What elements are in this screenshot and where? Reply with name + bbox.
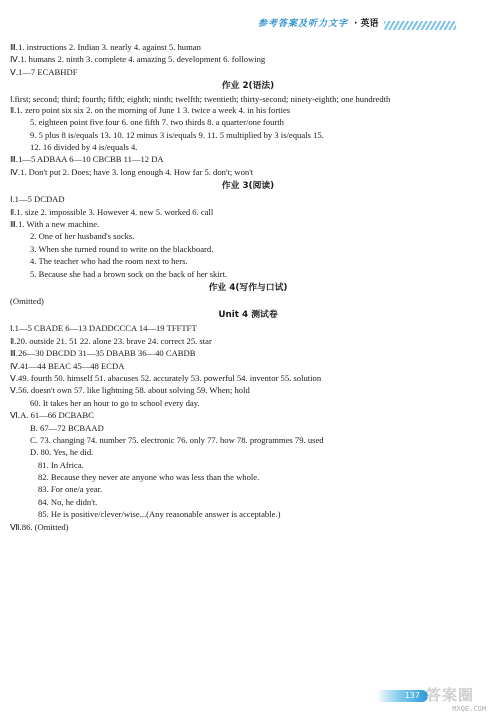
answer-line: 83. For one/a year.: [38, 484, 103, 495]
answer-line: 9. 5 plus 8 is/equals 13. 10. 12 minus 3 is/equals 9. 11. 5 multiplied by 3 is/equals 15.: [30, 129, 324, 140]
answer-line: Ⅱ.20. outside 21. 51 22. alone 23. brave 24. correct 25. star: [10, 335, 212, 346]
answer-line: Ⅲ.1—5 ADBAA 6—10 CBCBB 11—12 DA: [10, 154, 164, 165]
header-title: 参考答案及听力文字: [258, 19, 349, 30]
answer-line: Ⅴ.1—7 ECABHDF: [10, 66, 78, 77]
answer-line: Ⅰ.1—5 DCDAD: [10, 194, 65, 205]
watermark-logo: 答案圈: [426, 686, 475, 704]
answer-line: 5. Because she had a brown sock on the back of her skirt.: [30, 268, 228, 279]
answer-line: Ⅴ.49. fourth 50. himself 51. abacuses 52. accurately 53. powerful 54. inventor 55. solution: [10, 372, 322, 383]
answer-line: Ⅱ.1. zero point six six 2. on the morning of June 1 3. twice a week 4. in his forties: [10, 104, 291, 115]
answer-line: 82. Because they never ate anyone who was less than the whole.: [38, 472, 260, 483]
answer-line: Ⅶ.86. (Omitted): [10, 521, 69, 532]
answer-line: 4. The teacher who had the room next to hers.: [30, 256, 188, 267]
section-heading: 作业 3(阅读): [221, 181, 275, 192]
section-heading: 作业 4(写作与口试): [208, 282, 288, 293]
page-header: [258, 18, 456, 32]
answer-line: Ⅲ.1. With a new machine.: [10, 219, 100, 230]
answer-line: Ⅴ.56. doesn't own 57. like lightning 58. about solving 59. When; hold: [10, 385, 250, 396]
page-number: 137: [376, 690, 428, 702]
header-decorative-stripes: [384, 21, 456, 30]
page-footer: [376, 686, 486, 714]
answer-content: [10, 42, 486, 534]
answer-line: B. 67—72 BCBAAD: [30, 422, 104, 433]
answer-line: D. 80. Yes, he did.: [30, 447, 94, 458]
answer-line: 84. No, he didn't.: [38, 496, 98, 507]
answer-line: 81. In Africa.: [38, 459, 84, 470]
answer-line: Ⅲ.1. instructions 2. Indian 3. nearly 4. against 5. human: [10, 42, 201, 52]
header-subject: 英语: [360, 19, 379, 30]
section-heading: Unit 4 测试卷: [218, 310, 278, 321]
answer-line: C. 73. changing 74. number 75. electronic 76. only 77. how 78. programmes 79. used: [30, 434, 324, 445]
answer-line: Ⅵ.A. 61—66 DCBABC: [10, 410, 94, 421]
answer-line: Ⅳ.41—44 BEAC 45—48 ECDA: [10, 360, 125, 371]
answer-line: 12. 16 divided by 4 is/equals 4.: [30, 142, 138, 153]
answer-line: Ⅳ.1. humans 2. ninth 3. complete 4. amazing 5. development 6. following: [10, 54, 266, 65]
answer-line: 3. When she turned round to write on the blackboard.: [30, 243, 214, 254]
section-heading: 作业 2(语法): [221, 81, 275, 92]
watermark-url: MXQE.COM: [452, 705, 486, 714]
answer-line: 60. It takes her an hour to go to school every day.: [30, 397, 200, 408]
answer-line: Ⅰ.1—5 CBADE 6—13 DADDCCCA 14—19 TFFTFT: [10, 323, 197, 334]
answer-line: Ⅲ.26—30 DBCDD 31—35 DBABB 36—40 CABDB: [10, 348, 196, 359]
answer-line: Ⅳ.1. Don't put 2. Does; have 3. long enough 4. How far 5. don't; won't: [10, 166, 254, 177]
answer-line: 85. He is positive/clever/wise...(Any reasonable answer is acceptable.): [38, 509, 281, 520]
answer-line: (Omitted): [10, 295, 44, 306]
answer-line: Ⅰ.first; second; third; fourth; fifth; eighth; ninth; twelfth; twentieth; thirty-second; ninety-eighth; one hundredth: [10, 94, 391, 105]
answer-line: 5. eighteen point five four 6. one fifth 7. two thirds 8. a quarter/one fourth: [30, 117, 284, 128]
answer-line: Ⅱ.1. size 2. impossible 3. However 4. new 5. worked 6. call: [10, 206, 214, 217]
header-separator: ·: [354, 19, 358, 30]
answer-line: 2. One of her husband's socks.: [30, 231, 135, 242]
